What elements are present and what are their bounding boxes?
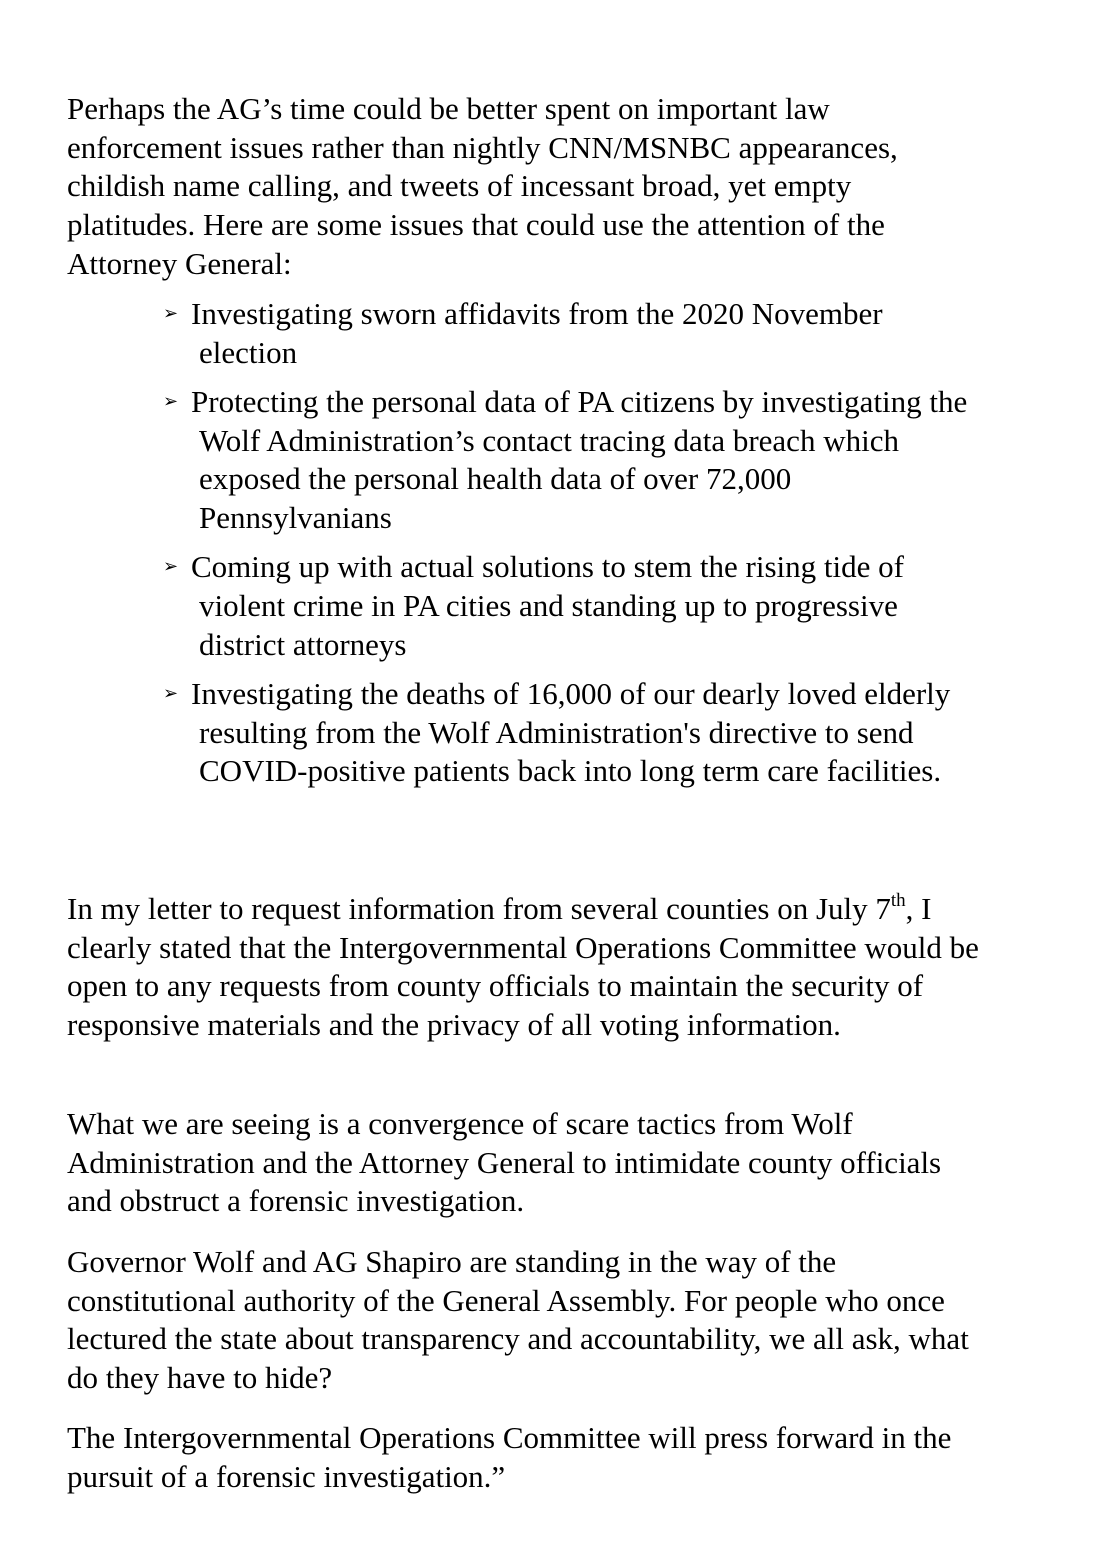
issue-text: Investigating the deaths of 16,000 of our dearly loved elderly resulting from the Wolf Administration's directive to send COVID-positive patients back into long term care facilities. — [191, 675, 951, 789]
list-item — [163, 295, 983, 372]
letter-paragraph — [67, 890, 1007, 1045]
closing-paragraph: The Intergovernmental Operations Committee will press forward in the pursuit of a forensic investigation.” — [67, 1420, 952, 1494]
issues-list — [163, 295, 983, 801]
issue-text: Coming up with actual solutions to stem the rising tide of violent crime in PA cities and standing up to progressive district attorneys — [191, 549, 904, 662]
list-item — [163, 548, 983, 664]
arrowhead-bullet-icon: ➢ — [163, 303, 179, 324]
intro-paragraph: Perhaps the AG’s time could be better spent on important law enforcement issues rather than nightly CNN/MSNBC appearances, childish name calling, and tweets of incessant broad, yet empty platitudes. Here are some issues that could use the attention of the Attorney General: — [67, 91, 898, 281]
issue-text: Investigating sworn affidavits from the 2020 November election — [191, 296, 883, 370]
date-ordinal-suffix: th — [890, 890, 906, 911]
arrowhead-bullet-icon: ➢ — [163, 682, 179, 704]
issue-text: Protecting the personal data of PA citizens by investigating the Wolf Administration’s contact tracing data breach which exposed the personal health data of over 72,000 Pennsylvanians — [191, 383, 968, 536]
arrowhead-bullet-icon: ➢ — [163, 390, 179, 412]
convergence-paragraph: What we are seeing is a convergence of scare tactics from Wolf Administration and the Attorney General to intimidate county officials and obstruct a forensic investigation. — [67, 1106, 942, 1219]
letter-text-end: , I clearly stated that the Intergovernmental Operations Committee would be open to any requests from county officials to maintain the security of responsive materials and the privacy of all voting information. — [67, 891, 979, 1043]
list-item — [163, 383, 983, 538]
arrowhead-bullet-icon: ➢ — [163, 556, 179, 578]
letter-text-start: In my letter to request information from several counties on July 7 — [67, 891, 891, 926]
governor-paragraph: Governor Wolf and AG Shapiro are standing in the way of the constitutional authority of the General Assembly. For people who once lectured the state about transparency and accountability, we all ask, what do they have to hide? — [67, 1244, 969, 1396]
list-item — [163, 675, 983, 791]
